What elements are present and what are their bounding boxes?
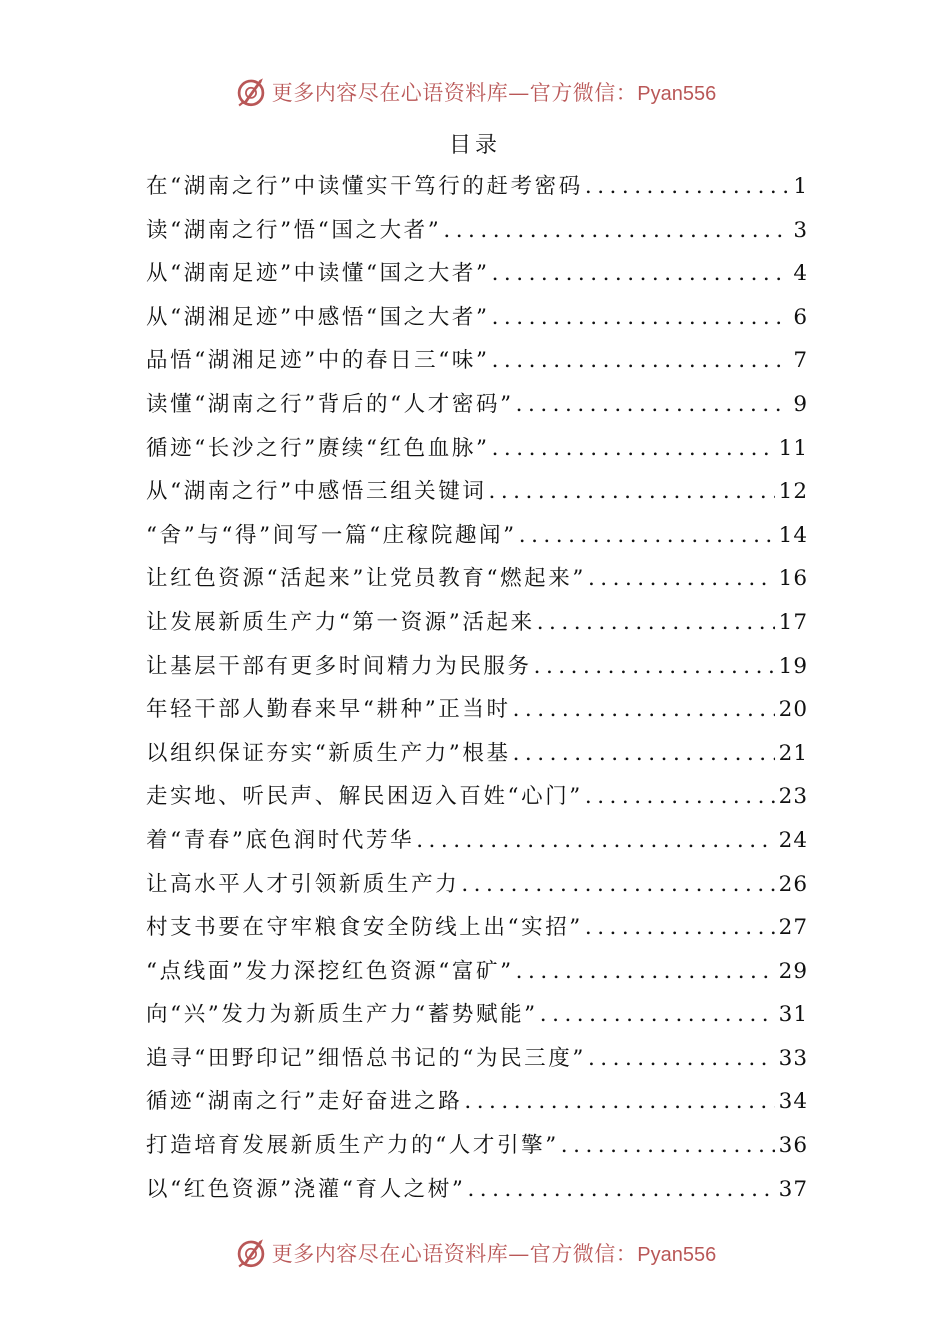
toc-entry-title: 打造培育发展新质生产力的“人才引擎” — [146, 1133, 559, 1159]
toc-list — [146, 165, 808, 1211]
toc-entry-title: 从“湖南足迹”中读懂“国之大者” — [146, 261, 490, 287]
toc-dot-leader — [585, 906, 775, 950]
toc-entry-page-number: 4 — [793, 261, 808, 287]
toc-entry[interactable] — [146, 557, 808, 601]
toc-dot-leader — [492, 252, 790, 296]
toc-dot-leader — [492, 296, 790, 340]
toc-entry[interactable] — [146, 775, 808, 819]
toc-entry-page-number: 7 — [793, 348, 808, 374]
toc-entry[interactable] — [146, 1168, 808, 1212]
toc-entry-page-number: 21 — [778, 740, 808, 766]
toc-entry[interactable] — [146, 383, 808, 427]
toc-dot-leader — [513, 732, 775, 776]
toc-entry-page-number: 23 — [778, 784, 808, 810]
toc-entry-title: 向“兴”发力为新质生产力“蓄势赋能” — [146, 1002, 538, 1028]
toc-entry-page-number: 34 — [778, 1089, 808, 1115]
toc-entry[interactable] — [146, 863, 808, 907]
toc-dot-leader — [519, 514, 775, 558]
toc-entry-page-number: 9 — [793, 391, 808, 417]
toc-entry[interactable] — [146, 732, 808, 776]
banner-content — [234, 75, 716, 109]
toc-entry[interactable] — [146, 601, 808, 645]
toc-entry-title: 在“湖南之行”中读懂实干笃行的赶考密码 — [146, 174, 583, 199]
toc-dot-leader — [492, 339, 790, 383]
toc-entry-title: 让高水平人才引领新质生产力 — [146, 871, 460, 897]
toc-entry-page-number: 37 — [778, 1176, 808, 1202]
toc-entry[interactable] — [146, 252, 808, 296]
toc-entry[interactable] — [146, 1080, 808, 1124]
header-banner — [0, 72, 950, 112]
toc-dot-leader — [585, 775, 775, 819]
toc-entry-title: 从“湖南之行”中感悟三组关键词 — [146, 479, 487, 505]
toc-entry-page-number: 1 — [793, 174, 808, 199]
toc-entry-title: “点线面”发力深挖红色资源“富矿” — [146, 958, 514, 984]
toc-entry-title: 走实地、听民声、解民困迈入百姓“心门” — [146, 784, 583, 810]
banner-slogan: 更多内容尽在心语资料库 — [271, 81, 509, 105]
toc-entry-page-number: 31 — [778, 1002, 808, 1028]
toc-entry-page-number: 11 — [778, 435, 808, 461]
toc-dot-leader — [492, 427, 775, 471]
toc-entry-title: 品悟“湖湘足迹”中的春日三“味” — [146, 348, 490, 374]
toc-entry[interactable] — [146, 645, 808, 689]
toc-entry-page-number: 3 — [793, 217, 808, 243]
toc-entry-page-number: 26 — [778, 871, 808, 897]
toc-dot-leader — [585, 165, 789, 209]
toc-entry[interactable] — [146, 427, 808, 471]
toc-entry-title: 让红色资源“活起来”让党员教育“燃起来” — [146, 566, 586, 592]
toc-dot-leader — [464, 1080, 774, 1124]
toc-entry-page-number: 36 — [778, 1133, 808, 1159]
toc-entry[interactable] — [146, 165, 808, 209]
toc-entry-title: 循迹“湖南之行”走好奋进之路 — [146, 1089, 463, 1115]
toc-entry-page-number: 14 — [778, 522, 808, 548]
toc-entry-page-number: 6 — [793, 304, 808, 330]
toc-entry[interactable] — [146, 339, 808, 383]
toc-entry-page-number: 29 — [778, 958, 808, 984]
toc-entry[interactable] — [146, 1124, 808, 1168]
toc-dot-leader — [467, 1168, 774, 1212]
toc-entry-page-number: 12 — [778, 479, 808, 505]
toc-entry[interactable] — [146, 906, 808, 950]
toc-entry-title: 村支书要在守牢粮食安全防线上出“实招” — [146, 915, 583, 941]
toc-entry-title: “舍”与“得”间写一篇“庄稼院趣闻” — [146, 522, 517, 548]
banner-handle: Pyan556 — [637, 1244, 717, 1266]
toc-entry-title: 以组织保证夯实“新质生产力”根基 — [146, 740, 511, 766]
toc-entry-title: 让发展新质生产力“第一资源”活起来 — [146, 609, 535, 635]
toc-entry[interactable] — [146, 514, 808, 558]
toc-dot-leader — [534, 645, 775, 689]
banner-handle: Pyan556 — [637, 83, 717, 105]
toc-dot-leader — [513, 688, 775, 732]
toc-dot-leader — [443, 209, 789, 253]
toc-entry[interactable] — [146, 950, 808, 994]
toc-entry[interactable] — [146, 819, 808, 863]
quill-logo-icon — [234, 75, 268, 109]
toc-entry-title: 让基层干部有更多时间精力为民服务 — [146, 653, 532, 679]
toc-entry-page-number: 33 — [778, 1045, 808, 1071]
toc-entry-title: 年轻干部人勤春来早“耕种”正当时 — [146, 697, 511, 723]
toc-entry-page-number: 17 — [778, 609, 808, 635]
quill-logo-icon — [234, 1236, 268, 1270]
toc-dot-leader — [561, 1124, 775, 1168]
toc-entry[interactable] — [146, 1037, 808, 1081]
toc-entry[interactable] — [146, 470, 808, 514]
banner-separator: — — [508, 81, 530, 105]
banner-contact-label: 官方微信： — [529, 1242, 638, 1266]
toc-entry-page-number: 19 — [778, 653, 808, 679]
toc-entry-title: 读“湖南之行”悟“国之大者” — [146, 217, 442, 243]
toc-dot-leader — [537, 601, 775, 645]
toc-dot-leader — [488, 470, 774, 514]
toc-entry-page-number: 16 — [778, 566, 808, 592]
banner-separator: — — [508, 1242, 530, 1266]
toc-entry[interactable] — [146, 688, 808, 732]
toc-dot-leader — [516, 383, 790, 427]
toc-entry[interactable] — [146, 296, 808, 340]
toc-dot-leader — [540, 993, 775, 1037]
toc-entry-title: 从“湖湘足迹”中感悟“国之大者” — [146, 304, 490, 330]
toc-entry[interactable] — [146, 993, 808, 1037]
toc-entry-title: 循迹“长沙之行”赓续“红色血脉” — [146, 435, 490, 461]
toc-dot-leader — [461, 863, 774, 907]
toc-dot-leader — [416, 819, 774, 863]
toc-entry-page-number: 27 — [778, 915, 808, 941]
banner-contact-label: 官方微信： — [529, 81, 638, 105]
toc-entry-title: 读懂“湖南之行”背后的“人才密码” — [146, 391, 514, 417]
banner-text — [272, 77, 716, 107]
toc-dot-leader — [588, 1037, 775, 1081]
banner-content — [234, 1236, 716, 1270]
toc-entry-title: 追寻“田野印记”细悟总书记的“为民三度” — [146, 1045, 586, 1071]
toc-entry-title: 以“红色资源”浇灌“育人之树” — [146, 1176, 466, 1202]
toc-title: 目录 — [448, 133, 501, 158]
toc-entry-title: 着“青春”底色润时代芳华 — [146, 827, 415, 853]
banner-text — [272, 1238, 716, 1268]
banner-slogan: 更多内容尽在心语资料库 — [271, 1242, 509, 1266]
toc-entry-page-number: 24 — [778, 827, 808, 853]
toc-dot-leader — [588, 557, 775, 601]
toc-dot-leader — [516, 950, 775, 994]
footer-banner — [0, 1233, 950, 1273]
toc-entry[interactable] — [146, 209, 808, 253]
toc-entry-page-number: 20 — [778, 697, 808, 723]
